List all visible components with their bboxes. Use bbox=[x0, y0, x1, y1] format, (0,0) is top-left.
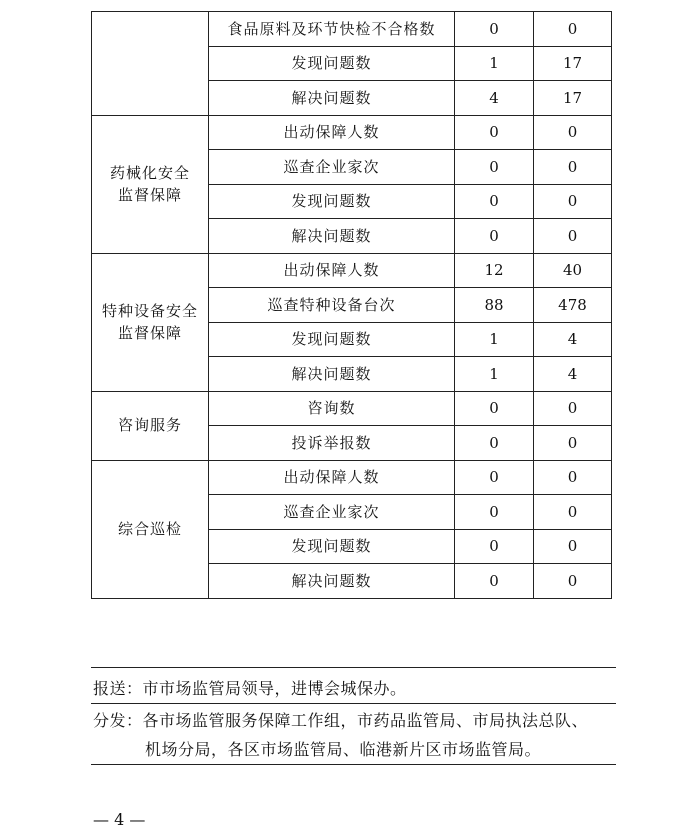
value-cell-2: 0 bbox=[534, 115, 612, 150]
item-name-cell: 巡查企业家次 bbox=[209, 495, 455, 530]
item-name-cell: 咨询数 bbox=[209, 391, 455, 426]
value-cell-2: 0 bbox=[534, 495, 612, 530]
value-cell-2: 478 bbox=[534, 288, 612, 323]
value-cell-1: 12 bbox=[455, 253, 534, 288]
item-name-cell: 发现问题数 bbox=[209, 322, 455, 357]
value-cell-1: 1 bbox=[455, 357, 534, 392]
value-cell-1: 0 bbox=[455, 115, 534, 150]
item-name-cell: 食品原料及环节快检不合格数 bbox=[209, 12, 455, 47]
item-name-cell: 投诉举报数 bbox=[209, 426, 455, 461]
statistics-table bbox=[91, 11, 612, 599]
value-cell-1: 0 bbox=[455, 460, 534, 495]
item-name-cell: 发现问题数 bbox=[209, 529, 455, 564]
value-cell-1: 1 bbox=[455, 322, 534, 357]
value-cell-2: 4 bbox=[534, 357, 612, 392]
item-name-cell: 解决问题数 bbox=[209, 564, 455, 599]
copy-to-line-1: 分发：各市场监管服务保障工作组，市药品监管局、市局执法总队、 bbox=[93, 711, 589, 730]
page-number: — 4 — bbox=[93, 810, 146, 829]
value-cell-2: 0 bbox=[534, 219, 612, 254]
category-cell: 药械化安全 监督保障 bbox=[92, 115, 209, 253]
item-name-cell: 解决问题数 bbox=[209, 219, 455, 254]
submit-to-line: 报送：市市场监管局领导，进博会城保办。 bbox=[93, 679, 407, 698]
copy-to-line-2: 机场分局，各区市场监管局、临港新片区市场监管局。 bbox=[145, 740, 542, 759]
item-name-cell: 巡查特种设备台次 bbox=[209, 288, 455, 323]
table-row bbox=[92, 460, 612, 495]
value-cell-2: 0 bbox=[534, 564, 612, 599]
value-cell-2: 0 bbox=[534, 184, 612, 219]
value-cell-1: 0 bbox=[455, 426, 534, 461]
item-name-cell: 巡查企业家次 bbox=[209, 150, 455, 185]
item-name-cell: 发现问题数 bbox=[209, 46, 455, 81]
item-name-cell: 出动保障人数 bbox=[209, 115, 455, 150]
table-row bbox=[92, 391, 612, 426]
value-cell-1: 0 bbox=[455, 495, 534, 530]
value-cell-2: 0 bbox=[534, 391, 612, 426]
value-cell-1: 0 bbox=[455, 529, 534, 564]
category-cell bbox=[92, 12, 209, 116]
value-cell-2: 40 bbox=[534, 253, 612, 288]
item-name-cell: 出动保障人数 bbox=[209, 460, 455, 495]
category-cell: 综合巡检 bbox=[92, 460, 209, 598]
item-name-cell: 解决问题数 bbox=[209, 357, 455, 392]
distribution-top-rule bbox=[91, 667, 616, 668]
table-row bbox=[92, 12, 612, 47]
value-cell-1: 0 bbox=[455, 150, 534, 185]
item-name-cell: 发现问题数 bbox=[209, 184, 455, 219]
value-cell-1: 0 bbox=[455, 391, 534, 426]
value-cell-2: 0 bbox=[534, 426, 612, 461]
value-cell-1: 1 bbox=[455, 46, 534, 81]
value-cell-2: 17 bbox=[534, 46, 612, 81]
value-cell-2: 17 bbox=[534, 81, 612, 116]
value-cell-2: 0 bbox=[534, 529, 612, 564]
value-cell-2: 0 bbox=[534, 460, 612, 495]
item-name-cell: 解决问题数 bbox=[209, 81, 455, 116]
distribution-middle-rule bbox=[91, 703, 616, 704]
table-row bbox=[92, 253, 612, 288]
value-cell-1: 0 bbox=[455, 184, 534, 219]
value-cell-1: 0 bbox=[455, 564, 534, 599]
value-cell-2: 4 bbox=[534, 322, 612, 357]
item-name-cell: 出动保障人数 bbox=[209, 253, 455, 288]
table-row bbox=[92, 115, 612, 150]
value-cell-1: 88 bbox=[455, 288, 534, 323]
distribution-bottom-rule bbox=[91, 764, 616, 765]
value-cell-1: 4 bbox=[455, 81, 534, 116]
value-cell-2: 0 bbox=[534, 150, 612, 185]
category-cell: 咨询服务 bbox=[92, 391, 209, 460]
value-cell-1: 0 bbox=[455, 12, 534, 47]
value-cell-2: 0 bbox=[534, 12, 612, 47]
value-cell-1: 0 bbox=[455, 219, 534, 254]
statistics-table-body bbox=[92, 12, 612, 599]
category-cell: 特种设备安全 监督保障 bbox=[92, 253, 209, 391]
